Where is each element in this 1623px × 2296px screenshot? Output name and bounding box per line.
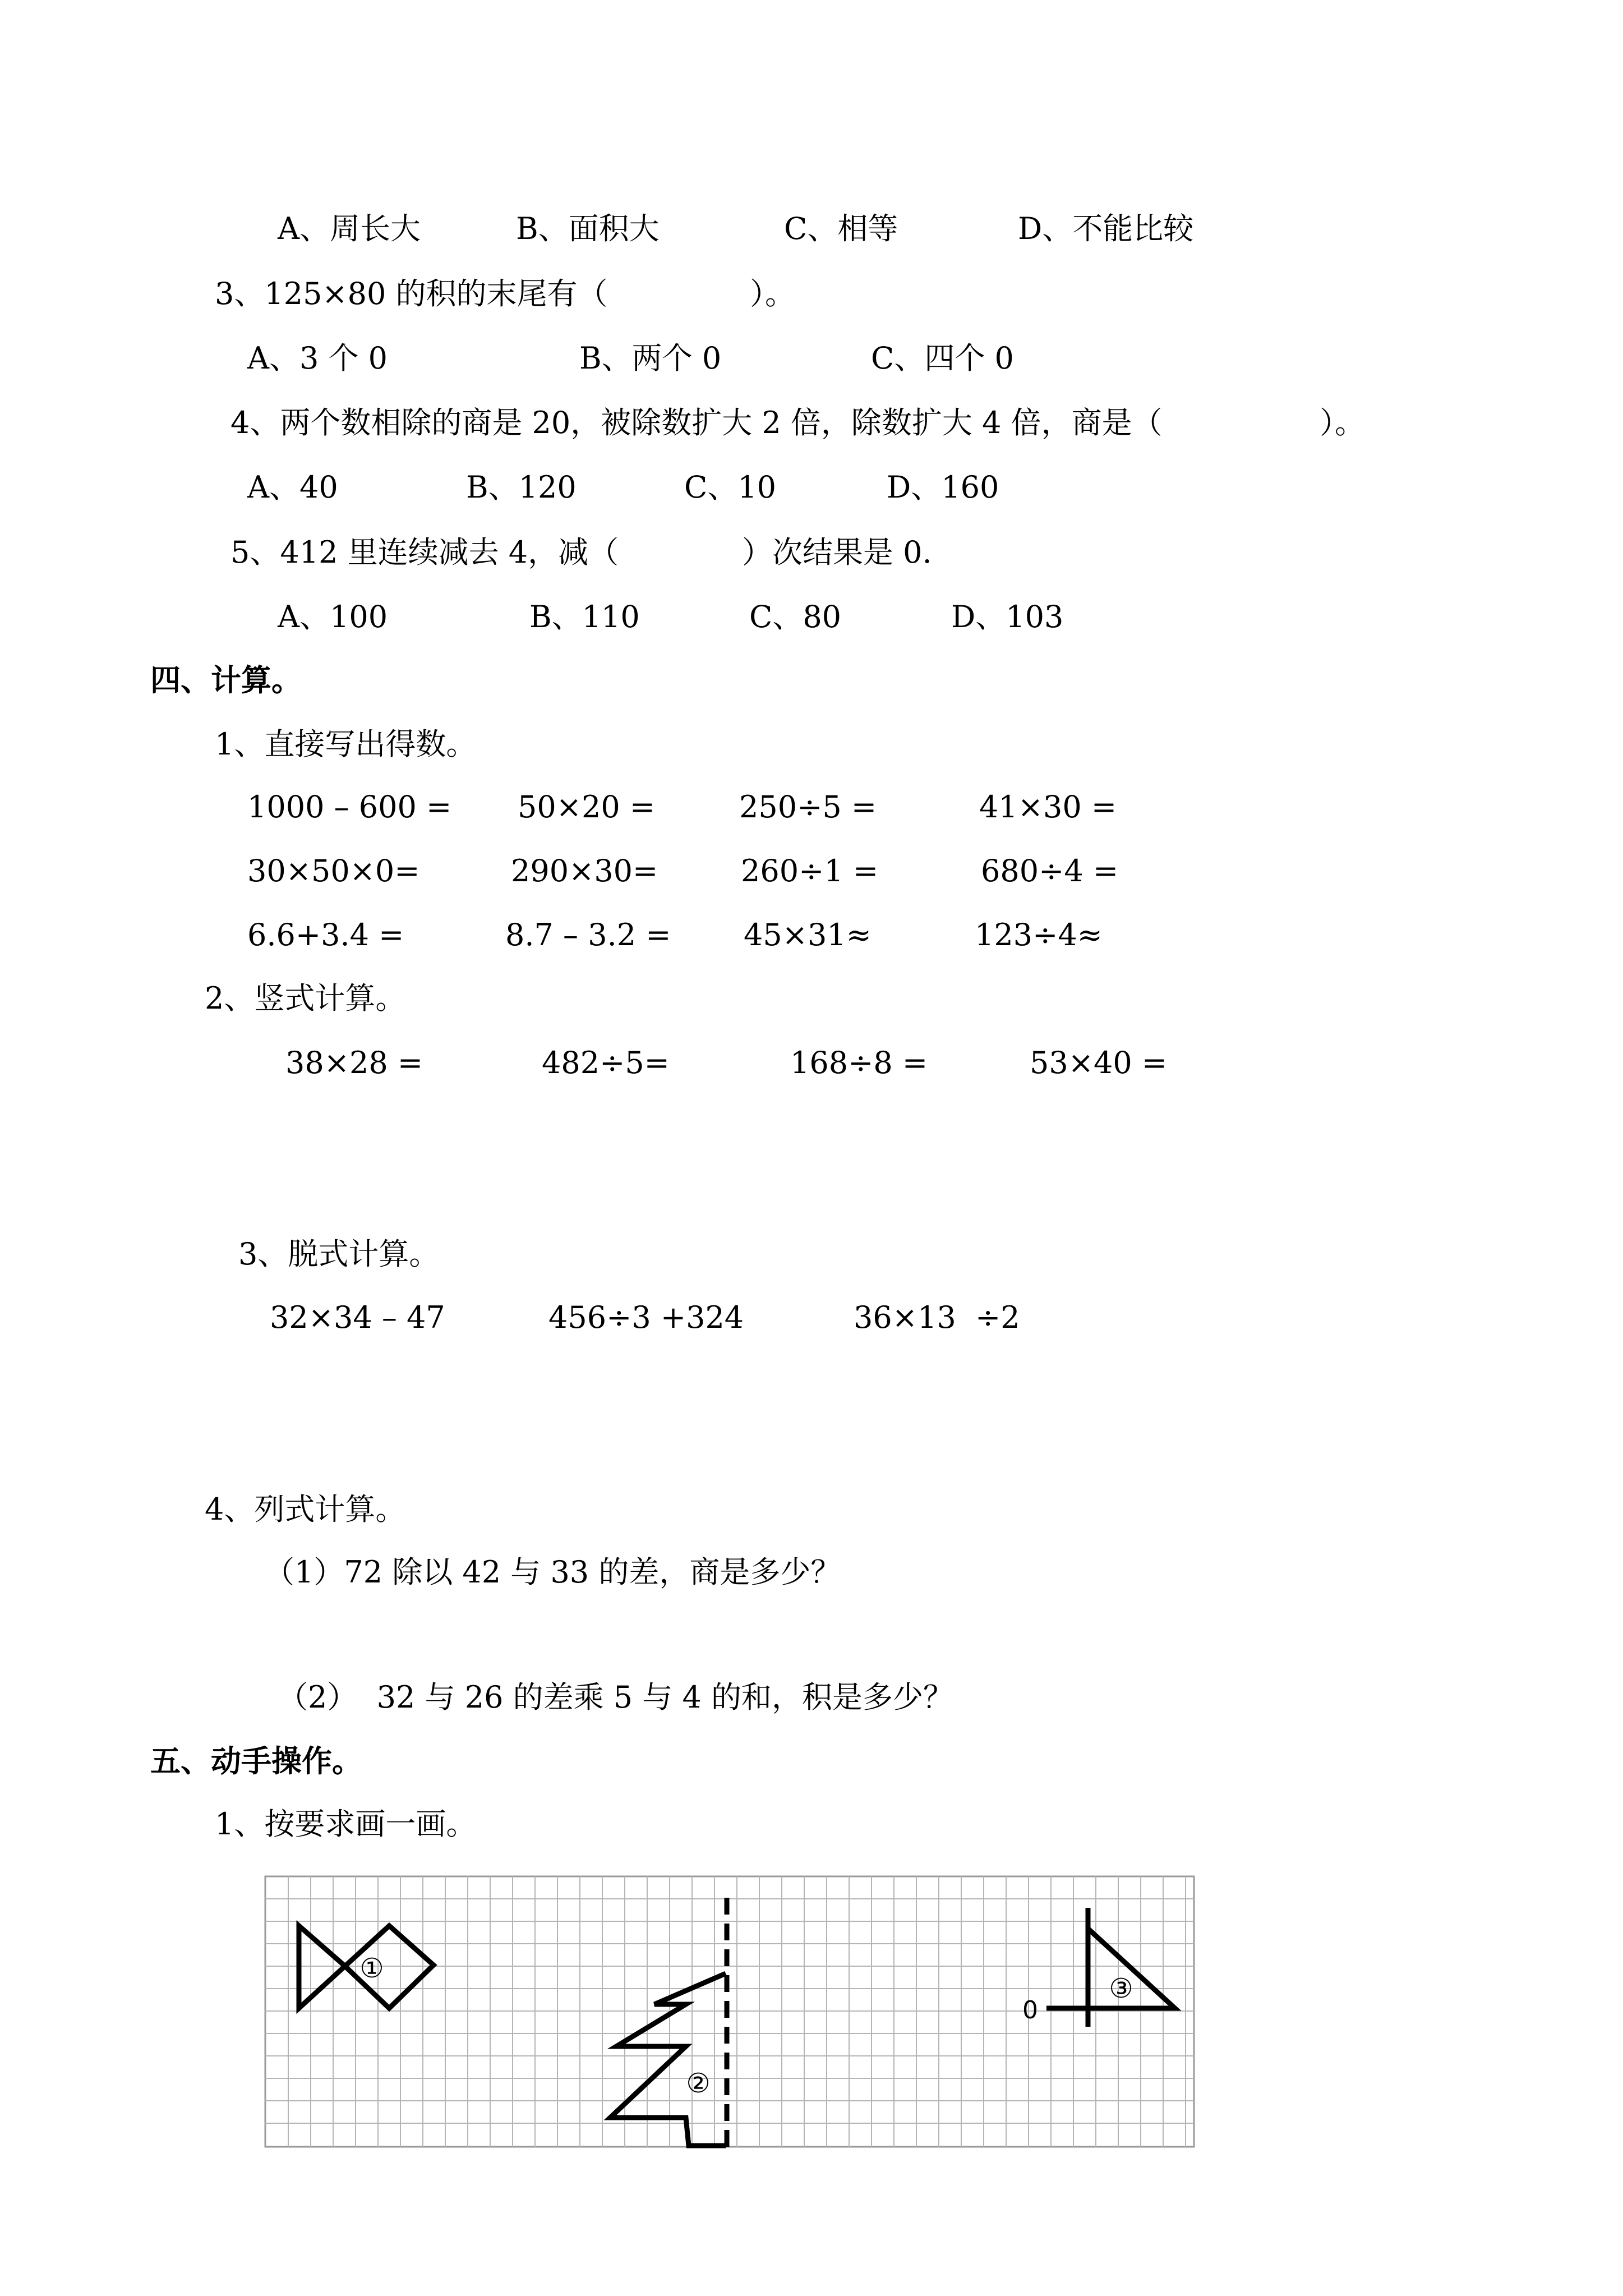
q2-option-a: A、周长大 xyxy=(278,211,421,246)
q3-option-c: C、四个 0 xyxy=(871,341,1014,376)
vertical-calc-4: 53×40 = xyxy=(1030,1045,1168,1080)
section4-sub1-label: 1、直接写出得数。 xyxy=(215,726,477,762)
shape-2-tree xyxy=(610,1973,726,2146)
section4-sub3-label: 3、脱式计算。 xyxy=(238,1236,440,1272)
origin-point-label: 0 xyxy=(1022,1996,1038,2024)
shape-3-label: ③ xyxy=(1109,1973,1133,2004)
mental-calc-r1c3: 250÷5 = xyxy=(739,789,877,825)
q5-option-a: A、100 xyxy=(278,599,388,634)
q4-option-d: D、160 xyxy=(887,470,999,505)
mental-calc-r1c1: 1000 – 600 = xyxy=(247,789,452,825)
stepwise-calc-3: 36×13 ÷2 xyxy=(854,1300,1020,1335)
mental-calc-r2c3: 260÷1 = xyxy=(741,853,879,889)
q4-stem-start: 4、两个数相除的商是 20，被除数扩大 2 倍，除数扩大 4 倍，商是（ xyxy=(230,405,1163,440)
q4-option-a: A、40 xyxy=(247,470,338,505)
q2-option-b: B、面积大 xyxy=(516,211,660,246)
q3-stem-end: ）。 xyxy=(750,276,795,311)
section4-title: 四、计算。 xyxy=(150,662,302,698)
q2-option-c: C、相等 xyxy=(784,211,898,246)
mental-calc-r3c1: 6.6+3.4 = xyxy=(247,917,404,953)
vertical-calc-1: 38×28 = xyxy=(285,1045,423,1080)
mental-calc-r1c4: 41×30 = xyxy=(979,789,1117,825)
q3-option-a: A、3 个 0 xyxy=(247,341,388,376)
section5-title: 五、动手操作。 xyxy=(150,1743,362,1779)
q5-option-c: C、80 xyxy=(749,599,842,634)
shape-1-label: ① xyxy=(359,1953,384,1984)
mental-calc-r1c2: 50×20 = xyxy=(518,789,656,825)
stepwise-calc-1: 32×34 – 47 xyxy=(270,1300,445,1335)
mental-calc-r2c4: 680÷4 = xyxy=(981,853,1119,889)
q5-stem-end: ）次结果是 0. xyxy=(742,535,932,570)
word-calc-2: （2） 32 与 26 的差乘 5 与 4 的和，积是多少？ xyxy=(278,1680,953,1715)
grid-drawing-figure xyxy=(264,1875,1206,2151)
q5-option-b: B、110 xyxy=(529,599,640,634)
section5-sub1-label: 1、按要求画一画。 xyxy=(215,1806,477,1842)
vertical-calc-3: 168÷8 = xyxy=(790,1045,928,1080)
q4-option-b: B、120 xyxy=(466,470,577,505)
q4-stem-end: ）。 xyxy=(1320,405,1365,440)
q4-option-c: C、10 xyxy=(684,470,777,505)
vertical-calc-2: 482÷5= xyxy=(542,1045,670,1080)
mental-calc-r3c2: 8.7 – 3.2 = xyxy=(505,917,671,953)
q5-option-d: D、103 xyxy=(951,599,1064,634)
word-calc-1: （1）72 除以 42 与 33 的差，商是多少？ xyxy=(264,1554,841,1590)
mental-calc-r3c3: 45×31≈ xyxy=(744,917,872,953)
shape-2-label: ② xyxy=(686,2068,711,2099)
mental-calc-r3c4: 123÷4≈ xyxy=(975,917,1103,953)
mental-calc-r2c1: 30×50×0= xyxy=(247,853,420,889)
q3-option-b: B、两个 0 xyxy=(579,341,722,376)
section4-sub4-label: 4、列式计算。 xyxy=(205,1492,406,1527)
grid-lines xyxy=(265,1876,1194,2147)
q2-option-d: D、不能比较 xyxy=(1018,211,1194,246)
section4-sub2-label: 2、竖式计算。 xyxy=(205,981,406,1016)
mental-calc-r2c2: 290×30= xyxy=(511,853,658,889)
stepwise-calc-2: 456÷3 +324 xyxy=(548,1300,744,1335)
q3-stem-start: 3、125×80 的积的末尾有（ xyxy=(215,276,608,311)
q5-stem-start: 5、412 里连续减去 4，减（ xyxy=(230,535,619,570)
